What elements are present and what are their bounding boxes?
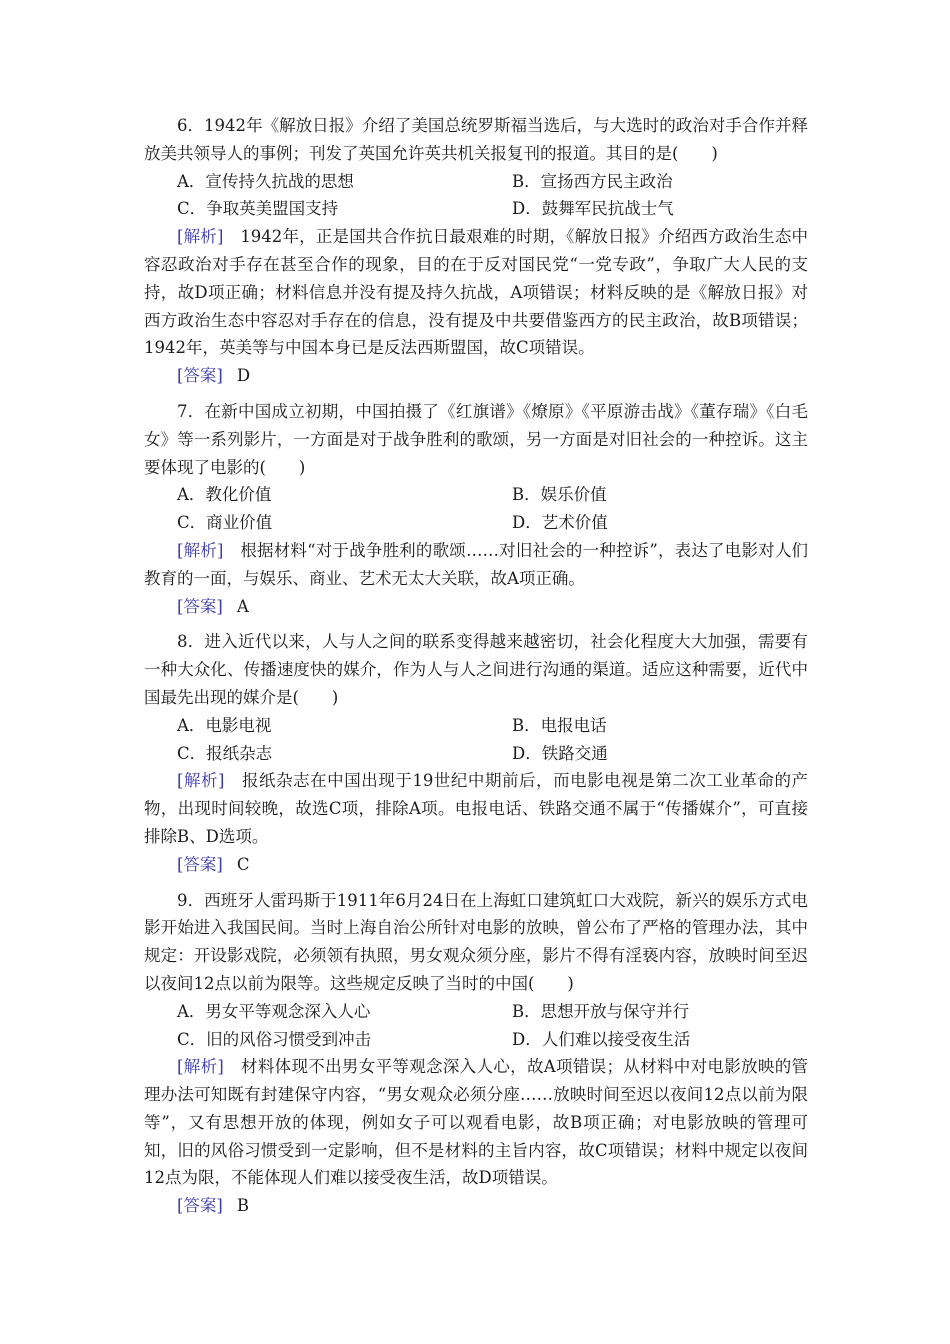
analysis xyxy=(144,1053,808,1192)
question-7 xyxy=(144,398,808,620)
answer-value: D xyxy=(236,366,251,386)
analysis-tag: [解析] xyxy=(177,771,225,791)
answer-value: C xyxy=(236,854,250,874)
answer-tag: [答案] xyxy=(177,1196,223,1216)
option-c: C．争取英美盟国支持 xyxy=(177,199,339,219)
option-a: A．电影电视 xyxy=(177,715,272,735)
answer xyxy=(144,593,808,621)
answer-tag: [答案] xyxy=(177,596,223,616)
analysis xyxy=(144,223,808,362)
answer xyxy=(144,851,808,879)
answer-tag: [答案] xyxy=(177,854,223,874)
analysis-text: 报纸杂志在中国出现于19世纪中期前后，而电影电视是第二次工业革命的产物，出现时间较晚，故选C项，排除A项。电报电话、铁路交通不属于“传播媒介”，可直接排除B、D选项。 xyxy=(144,771,808,846)
options-grid xyxy=(144,712,808,768)
analysis-text: 1942年，正是国共合作抗日最艰难的时期，《解放日报》介绍西方政治生态中容忍政治对手存在甚至合作的现象，目的在于反对国民党“一党专政”，争取广大人民的支持，故D项正确；材料信息并没有提及持久抗战，A项错误；材料反映的是《解放日报》对西方政治生态中容忍对手存在的信息，没有提及中共要借鉴西方的民主政治，故B项错误；1942年，英美等与中国本身已是反法西斯盟国，故C项错误。 xyxy=(144,227,808,358)
option-a: A．宣传持久抗战的思想 xyxy=(177,171,354,191)
analysis-tag: [解析] xyxy=(177,227,224,247)
option-d: D．铁路交通 xyxy=(512,743,608,763)
question-stem: 6．1942年《解放日报》介绍了美国总统罗斯福当选后，与大选时的政治对手合作并释放美共领导人的事例；刊发了英国允许英共机关报复刊的报道。其目的是( ) xyxy=(144,116,808,163)
analysis-text: 根据材料“对于战争胜利的歌颂……对旧社会的一种控诉”，表达了电影对人们教育的一面，与娱乐、商业、艺术无太大关联，故A项正确。 xyxy=(144,540,809,588)
option-b: B．娱乐价值 xyxy=(512,485,607,505)
answer xyxy=(144,362,808,390)
option-d: D．艺术价值 xyxy=(512,513,608,533)
option-c: C．报纸杂志 xyxy=(177,743,273,763)
answer-tag: [答案] xyxy=(177,366,223,386)
option-d: D．鼓舞军民抗战士气 xyxy=(512,199,674,219)
option-c: C．旧的风俗习惯受到冲击 xyxy=(177,1029,372,1049)
option-a: A．男女平等观念深入人心 xyxy=(177,1001,371,1021)
question-6 xyxy=(144,112,808,390)
options-grid xyxy=(144,168,808,224)
question-8 xyxy=(144,628,808,878)
analysis xyxy=(144,767,808,850)
answer xyxy=(144,1192,808,1220)
document-page xyxy=(144,112,808,1228)
option-b: B．电报电话 xyxy=(512,715,607,735)
answer-value: B xyxy=(236,1196,250,1216)
question-9 xyxy=(144,887,808,1221)
option-d: D．人们难以接受夜生活 xyxy=(512,1029,691,1049)
analysis-text: 材料体现不出男女平等观念深入人心，故A项错误；从材料中对电影放映的管理办法可知既有封建保守内容，“男女观众必须分座……放映时间至迟以夜间12点以前为限等”，又有思想开放的体现，例如女子可以观看电影，故B项正确；对电影放映的管理可知，旧的风俗习惯受到一定影响，但不是材料的主旨内容，故C项错误；材料中规定以夜间12点为限，不能体现人们难以接受夜生活，故D项错误。 xyxy=(144,1057,809,1188)
question-stem: 7．在新中国成立初期，中国拍摄了《红旗谱》《燎原》《平原游击战》《董存瑞》《白毛女》等一系列影片，一方面是对于战争胜利的歌颂，另一方面是对旧社会的一种控诉。这主要体现了电影的( ) xyxy=(144,401,808,477)
analysis-tag: [解析] xyxy=(177,1057,224,1077)
options-grid xyxy=(144,481,808,537)
option-c: C．商业价值 xyxy=(177,513,273,533)
answer-value: A xyxy=(236,596,249,616)
options-grid xyxy=(144,998,808,1054)
option-b: B．思想开放与保守并行 xyxy=(512,1001,690,1021)
analysis-tag: [解析] xyxy=(177,540,224,560)
analysis xyxy=(144,537,808,593)
question-stem: 8．进入近代以来，人与人之间的联系变得越来越密切，社会化程度大大加强，需要有一种大众化、传播速度快的媒介，作为人与人之间进行沟通的渠道。适应这种需要，近代中国最先出现的媒介是( ) xyxy=(144,632,808,707)
question-stem: 9．西班牙人雷玛斯于1911年6月24日在上海虹口建筑虹口大戏院，新兴的娱乐方式电影开始进入我国民间。当时上海自治公所针对电影的放映，曾公布了严格的管理办法，其中规定：开设影戏院，必须领有执照，男女观众须分座，影片不得有淫亵内容，放映时间至迟以夜间12点以前为限等。这些规定反映了当时的中国( ) xyxy=(144,890,808,993)
option-a: A．教化价值 xyxy=(177,485,272,505)
option-b: B．宣扬西方民主政治 xyxy=(512,171,673,191)
